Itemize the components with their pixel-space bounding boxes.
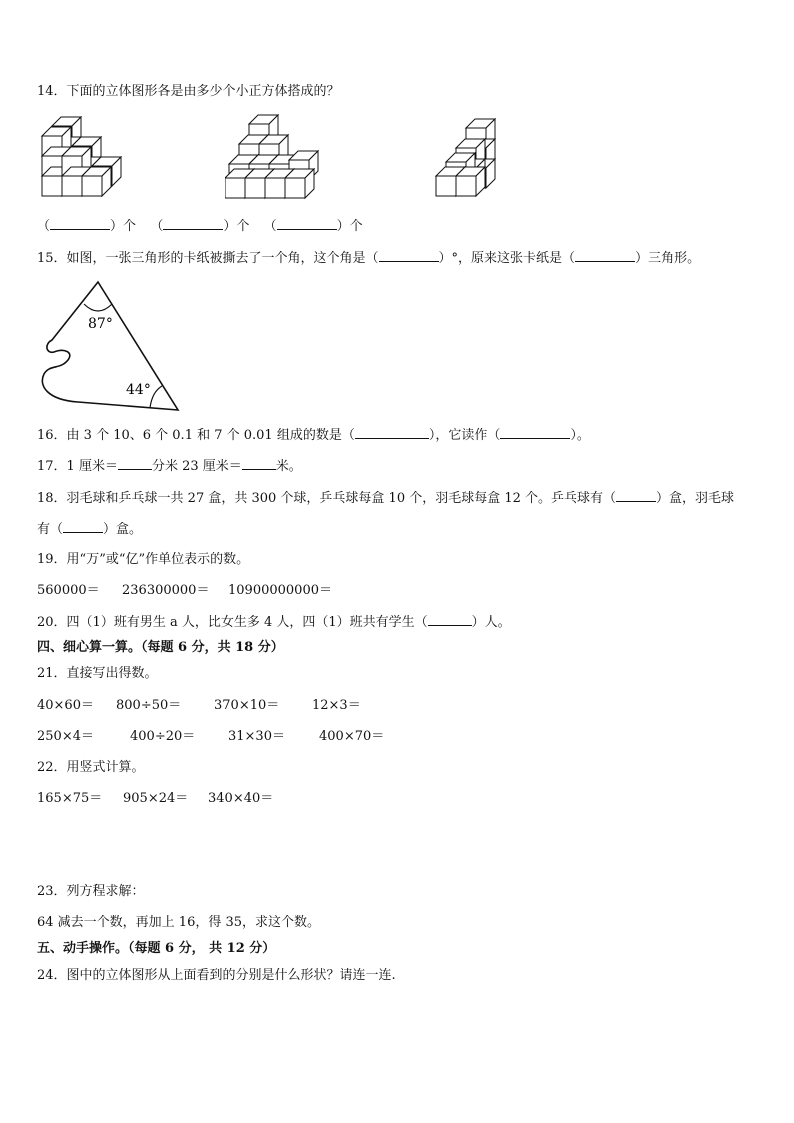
angle-label-top: 87° bbox=[88, 316, 113, 332]
q15-blank-type[interactable] bbox=[575, 250, 635, 262]
angle-arc-top bbox=[84, 304, 112, 311]
q19-item-3: 10900000000＝ bbox=[228, 583, 332, 598]
q14-open-3: （ bbox=[263, 219, 277, 234]
q20-blank[interactable] bbox=[428, 614, 472, 626]
q14-blank-2[interactable] bbox=[163, 218, 223, 230]
q14-answer-row bbox=[37, 218, 363, 235]
q14-open-2: （ bbox=[150, 219, 164, 234]
q20-line bbox=[37, 614, 511, 631]
q16-middle: ），它读作（ bbox=[428, 428, 501, 443]
q14-close-1: ）个 bbox=[110, 219, 137, 234]
q15-middle: ）°，原来这张卡纸是（ bbox=[438, 251, 576, 266]
q15-prefix: 15．如图，一张三角形的卡纸被撕去了一个角，这个角是（ bbox=[37, 251, 379, 266]
q18-blank-1[interactable] bbox=[616, 490, 656, 502]
q23-text: 23．列方程求解： bbox=[37, 884, 145, 899]
q21-r2-c1: 250×4＝ bbox=[37, 729, 94, 744]
q15-blank-angle[interactable] bbox=[379, 250, 439, 262]
q17-part2: 分米 23 厘米＝ bbox=[151, 459, 242, 474]
q14-open-1: （ bbox=[37, 219, 51, 234]
q21-r2-c3: 31×30＝ bbox=[228, 729, 285, 744]
q21-r1-c2: 800÷50＝ bbox=[116, 698, 182, 713]
q21-text: 21．直接写出得数。 bbox=[37, 666, 158, 681]
angle-label-bottom: 44° bbox=[126, 382, 151, 398]
q18-line-2 bbox=[37, 521, 142, 538]
q18-blank-2[interactable] bbox=[63, 521, 103, 533]
q18-middle: ）盒，羽毛球 bbox=[656, 491, 735, 506]
q16-blank-reading[interactable] bbox=[500, 427, 570, 439]
q22-text: 22．用竖式计算。 bbox=[37, 760, 145, 775]
q14-close-3: ）个 bbox=[336, 219, 363, 234]
q21-r1-c4: 12×3＝ bbox=[312, 698, 361, 713]
q14-blank-3[interactable] bbox=[277, 218, 337, 230]
q19-text: 19．用“万”或“亿”作单位表示的数。 bbox=[37, 552, 250, 567]
unit-cube bbox=[456, 167, 485, 196]
q17-part1: 17．1 厘米＝ bbox=[37, 459, 118, 474]
q16-line bbox=[37, 427, 590, 444]
section5-title: 五、动手操作。（每题 6 分， 共 12 分） bbox=[37, 941, 276, 956]
unit-cube bbox=[285, 169, 314, 198]
q20-suffix: ）人。 bbox=[471, 615, 511, 630]
q18-line2-suffix: ）盒。 bbox=[103, 522, 143, 537]
q15-suffix: ）三角形。 bbox=[635, 251, 701, 266]
q19-item-1: 560000＝ bbox=[37, 583, 100, 598]
q18-prefix: 18．羽毛球和乒乓球一共 27 盒，共 300 个球，乒乓球每盒 10 个，羽毛球每盒 12 个。乒乓球有（ bbox=[37, 491, 617, 506]
angle-arc-bottom bbox=[150, 386, 162, 408]
q14-blank-1[interactable] bbox=[50, 218, 110, 230]
torn-triangle-outline bbox=[42, 282, 178, 410]
q21-r1-c3: 370×10＝ bbox=[214, 698, 280, 713]
q17-part3: 米。 bbox=[275, 459, 302, 474]
q16-blank-number[interactable] bbox=[355, 427, 429, 439]
q19-item-2: 236300000＝ bbox=[122, 583, 210, 598]
q18-line2-prefix: 有（ bbox=[37, 522, 64, 537]
q22-item-3: 340×40＝ bbox=[208, 791, 274, 806]
q16-suffix: ）。 bbox=[570, 428, 590, 443]
section4-title: 四、细心算一算。（每题 6 分，共 18 分） bbox=[37, 640, 284, 655]
cube-figure-1 bbox=[38, 114, 138, 204]
torn-triangle-figure bbox=[38, 278, 188, 414]
q14-text: 14．下面的立体图形各是由多少个小正方体搭成的？ bbox=[37, 84, 340, 99]
cube-figure-2 bbox=[225, 114, 335, 204]
q18-line-1 bbox=[37, 490, 734, 507]
q21-r1-c1: 40×60＝ bbox=[37, 698, 94, 713]
q21-r2-c4: 400×70＝ bbox=[319, 729, 385, 744]
q21-r2-c2: 400÷20＝ bbox=[130, 729, 196, 744]
q17-blank-2[interactable] bbox=[242, 458, 276, 470]
q15-line bbox=[37, 250, 700, 267]
q16-prefix: 16．由 3 个 10、6 个 0.1 和 7 个 0.01 组成的数是（ bbox=[37, 428, 355, 443]
q17-line bbox=[37, 458, 302, 475]
q22-item-2: 905×24＝ bbox=[123, 791, 189, 806]
q14-close-2: ）个 bbox=[223, 219, 250, 234]
q23-detail: 64 减去一个数，再加上 16，得 35，求这个数。 bbox=[37, 915, 321, 930]
unit-cube bbox=[82, 167, 111, 196]
q20-prefix: 20．四（1）班有男生 a 人，比女生多 4 人，四（1）班共有学生（ bbox=[37, 615, 428, 630]
q22-item-1: 165×75＝ bbox=[37, 791, 103, 806]
q24-text: 24．图中的立体图形从上面看到的分别是什么形状？请连一连. bbox=[37, 968, 396, 983]
cube-figure-3 bbox=[432, 118, 512, 204]
q17-blank-1[interactable] bbox=[118, 458, 152, 470]
